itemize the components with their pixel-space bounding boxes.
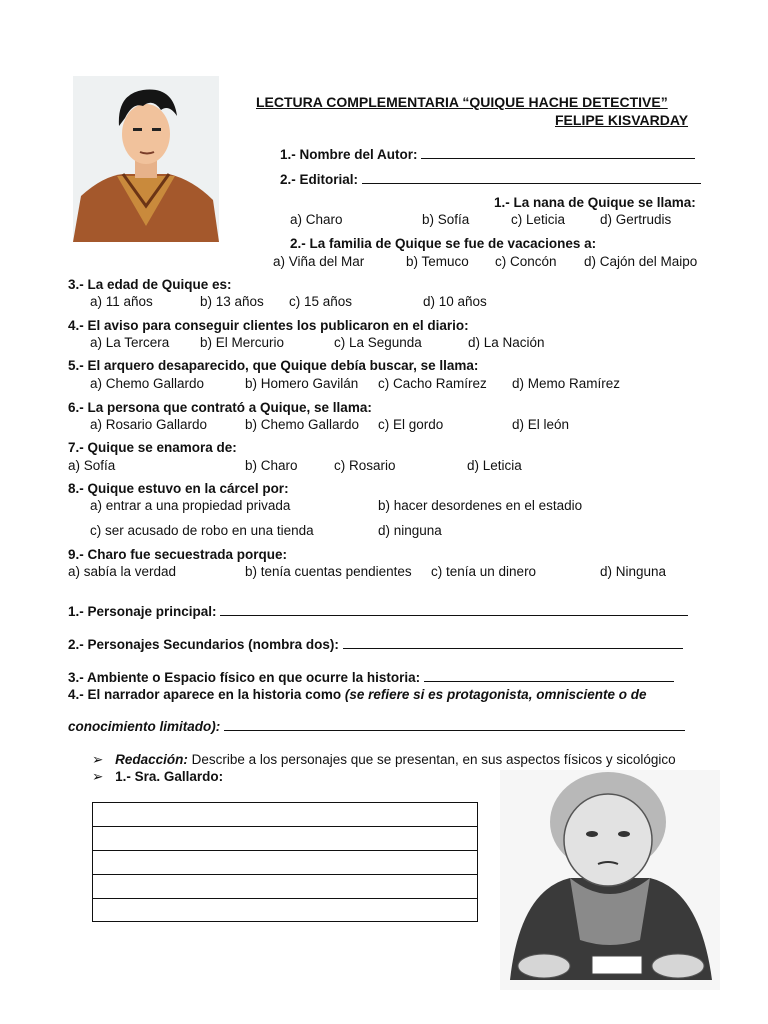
writing-line[interactable] [93,899,477,923]
q9-option-d[interactable]: d) Ninguna [600,564,667,579]
q9-option-b[interactable]: b) tenía cuentas pendientes [245,564,412,579]
q2-option-d[interactable]: d) Cajón del Maipo [584,254,698,269]
q1-option-d[interactable]: d) Gertrudis [600,212,672,227]
q5-option-d[interactable]: d) Memo Ramírez [512,376,621,391]
q3-option-b[interactable]: b) 13 años [200,294,264,309]
field-personaje-principal[interactable] [68,604,688,619]
writing-line[interactable] [93,851,477,875]
q2-option-b[interactable]: b) Temuco [406,254,469,269]
field-editorial[interactable] [280,172,701,187]
question-9: 9.- Charo fue secuestrada porque: [68,547,288,562]
redaccion-text: Describe a los personajes que se presentan, en sus aspectos físicos y sicológico [191,752,676,767]
ambiente-line[interactable] [424,670,674,682]
q6-option-d[interactable]: d) El león [512,417,570,432]
bullet-arrow-icon: ➢ [92,752,104,767]
q9-option-a[interactable]: a) sabía la verdad [68,564,177,579]
field-narrador[interactable] [68,719,685,734]
narrador-cont: conocimiento limitado): [68,719,221,734]
q1-option-c[interactable]: c) Leticia [511,212,566,227]
field-autor-label: 1.- Nombre del Autor: [280,147,418,162]
q1-option-b[interactable]: b) Sofía [422,212,470,227]
q5-option-b[interactable]: b) Homero Gavilán [245,376,359,391]
ambiente-label: 3.- Ambiente o Espacio físico en que ocurre la historia: [68,670,421,685]
bullet-arrow-icon: ➢ [92,769,104,784]
field-autor[interactable] [280,147,695,162]
q8-option-a[interactable]: a) entrar a una propiedad privada [90,498,291,513]
q7-option-c[interactable]: c) Rosario [334,458,396,473]
q4-option-d[interactable]: d) La Nación [468,335,545,350]
field-autor-line[interactable] [421,147,695,159]
q6-option-a[interactable]: a) Rosario Gallardo [90,417,208,432]
field-editorial-line[interactable] [362,172,701,184]
writing-grid[interactable] [92,802,478,922]
question-3: 3.- La edad de Quique es: [68,277,232,292]
question-6: 6.- La persona que contrató a Quique, se llama: [68,400,372,415]
writing-line[interactable] [93,803,477,827]
detective-boy-illustration [73,76,219,242]
writing-line[interactable] [93,827,477,851]
field-personajes-secundarios[interactable] [68,637,683,652]
field-ambiente[interactable] [68,670,674,685]
worksheet-title: LECTURA COMPLEMENTARIA “QUIQUE HACHE DETECTIVE” [256,94,668,110]
sra-gallardo-illustration [500,770,720,990]
q4-option-b[interactable]: b) El Mercurio [200,335,285,350]
narrador-line[interactable] [224,719,685,731]
question-5: 5.- El arquero desaparecido, que Quique debía buscar, se llama: [68,358,479,373]
narrador-note: (se refiere si es protagonista, omnisciente o de [344,687,647,702]
question-7: 7.- Quique se enamora de: [68,440,237,455]
personajes-secundarios-line[interactable] [343,637,683,649]
question-8: 8.- Quique estuvo en la cárcel por: [68,481,289,496]
q7-option-d[interactable]: d) Leticia [467,458,522,473]
question-4: 4.- El aviso para conseguir clientes los publicaron en el diario: [68,318,469,333]
narrador-label: 4.- El narrador aparece en la historia como [68,687,342,702]
q2-option-a[interactable]: a) Viña del Mar [273,254,365,269]
field-editorial-label: 2.- Editorial: [280,172,359,187]
q4-option-c[interactable]: c) La Segunda [334,335,422,350]
q3-option-c[interactable]: c) 15 años [289,294,353,309]
q2-option-c[interactable]: c) Concón [495,254,557,269]
redaccion-instruction [92,752,676,768]
redaccion-label: Redacción: [115,752,188,767]
q8-option-c[interactable]: c) ser acusado de robo en una tienda [90,523,314,538]
q7-option-a[interactable]: a) Sofía [68,458,116,473]
q8-option-b[interactable]: b) hacer desordenes en el estadio [378,498,583,513]
q9-option-c[interactable]: c) tenía un dinero [431,564,537,579]
personaje-principal-label: 1.- Personaje principal: [68,604,217,619]
q6-option-b[interactable]: b) Chemo Gallardo [245,417,360,432]
q6-option-c[interactable]: c) El gordo [378,417,444,432]
q7-option-b[interactable]: b) Charo [245,458,298,473]
question-2: 2.- La familia de Quique se fue de vacaciones a: [290,236,597,251]
writing-line[interactable] [93,875,477,899]
narrador-question [68,687,646,702]
q1-option-a[interactable]: a) Charo [290,212,343,227]
book-author: FELIPE KISVARDAY [555,112,689,128]
personaje-principal-line[interactable] [220,604,688,616]
q4-option-a[interactable]: a) La Tercera [90,335,170,350]
sra-gallardo-label: 1.- Sra. Gallardo: [115,769,224,784]
personajes-secundarios-label: 2.- Personajes Secundarios (nombra dos): [68,637,339,652]
question-1: 1.- La nana de Quique se llama: [494,195,696,210]
q5-option-c[interactable]: c) Cacho Ramírez [378,376,487,391]
q8-option-d[interactable]: d) ninguna [378,523,442,538]
q3-option-d[interactable]: d) 10 años [423,294,487,309]
q3-option-a[interactable]: a) 11 años [90,294,153,309]
q5-option-a[interactable]: a) Chemo Gallardo [90,376,205,391]
redaccion-item-1 [92,769,223,785]
